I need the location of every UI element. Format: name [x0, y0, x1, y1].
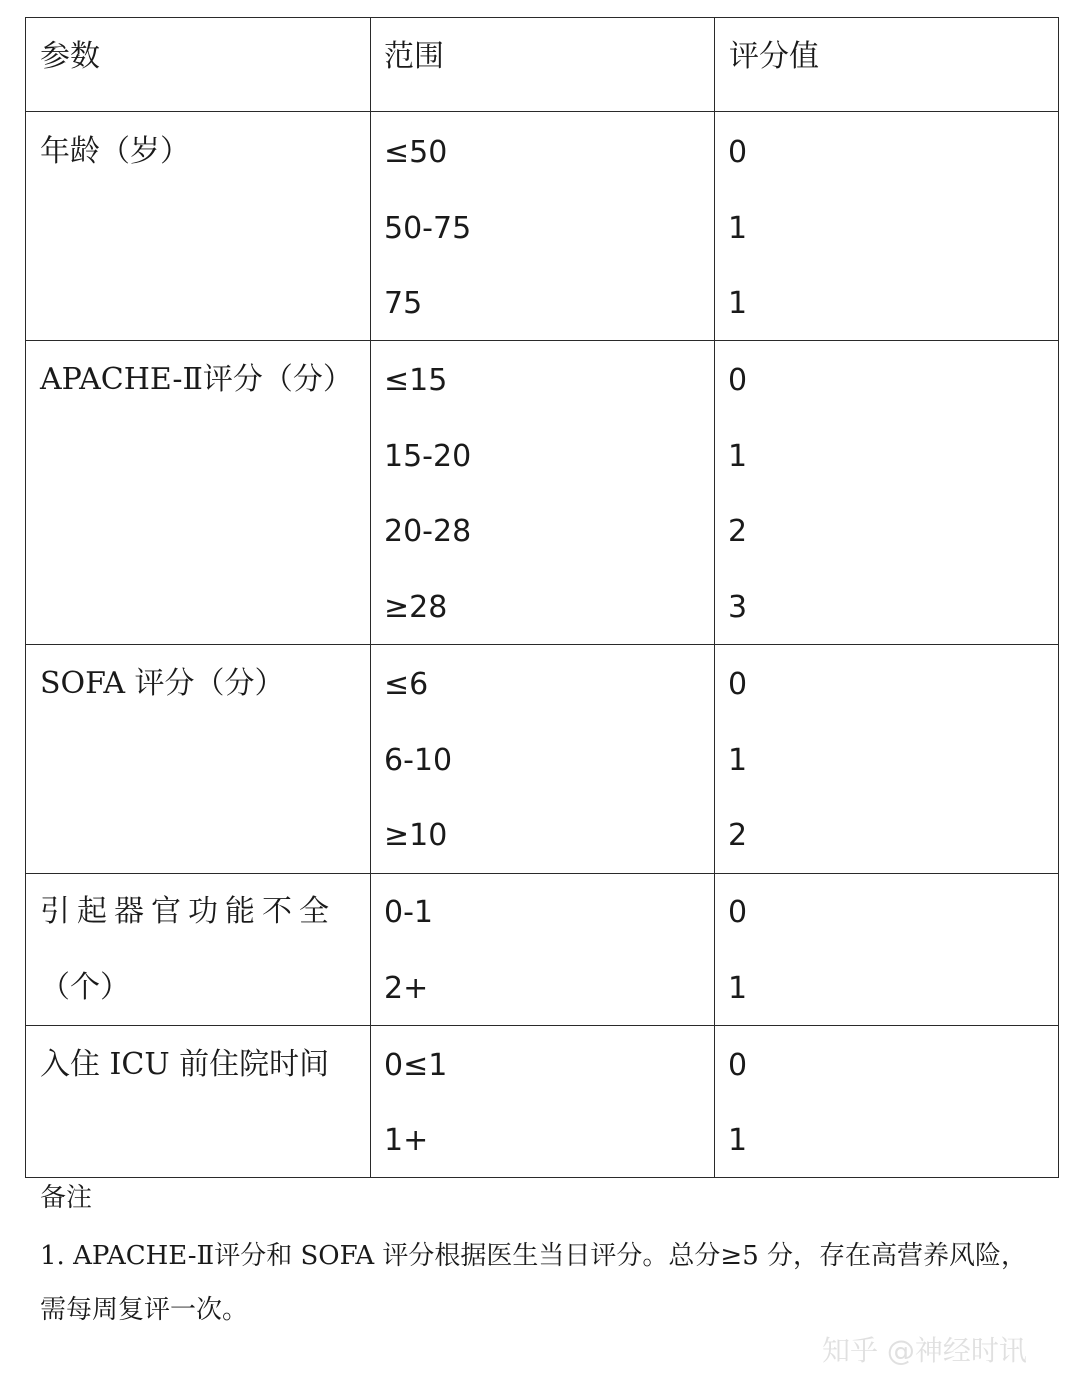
score-cell: 2: [728, 818, 748, 853]
parameter-organ-dysfunction: 引起器官功能不全: [40, 894, 336, 929]
header-score: 评分值: [729, 39, 819, 74]
row-divider: [26, 644, 1058, 645]
row-divider: [26, 1025, 1058, 1026]
parameter-age: 年龄（岁）: [40, 134, 190, 169]
range-cell: 0-1: [384, 895, 433, 930]
range-cell: 50-75: [384, 211, 472, 246]
range-cell: ≤15: [384, 363, 448, 398]
row-divider: [26, 873, 1058, 874]
score-cell: 0: [728, 667, 748, 702]
score-cell: 0: [728, 895, 748, 930]
score-cell: 1: [728, 971, 748, 1006]
row-divider: [26, 340, 1058, 341]
range-cell: 0≤1: [384, 1048, 448, 1083]
range-cell: 2+: [384, 971, 429, 1006]
range-cell: 75: [384, 286, 423, 321]
parameter-apache: APACHE-Ⅱ评分（分）: [40, 362, 353, 397]
score-cell: 0: [728, 1048, 748, 1083]
range-cell: 1+: [384, 1123, 429, 1158]
column-divider: [714, 18, 715, 1177]
score-cell: 0: [728, 363, 748, 398]
nutrition-risk-table: [25, 17, 1059, 1178]
range-cell: ≤50: [384, 135, 448, 170]
range-cell: 20-28: [384, 514, 472, 549]
score-cell: 1: [728, 439, 748, 474]
score-cell: 3: [728, 590, 748, 625]
parameter-sofa: SOFA 评分（分）: [40, 666, 285, 701]
header-range: 范围: [384, 39, 444, 74]
score-cell: 0: [728, 135, 748, 170]
row-divider: [26, 111, 1058, 112]
range-cell: ≤6: [384, 667, 429, 702]
header-parameter: 参数: [40, 39, 100, 74]
score-cell: 1: [728, 743, 748, 778]
range-cell: 6-10: [384, 743, 453, 778]
range-cell: ≥28: [384, 590, 448, 625]
score-cell: 1: [728, 286, 748, 321]
parameter-organ-dysfunction-unit: （个）: [40, 970, 130, 1005]
watermark: 知乎 @神经时讯: [822, 1334, 1027, 1367]
range-cell: 15-20: [384, 439, 472, 474]
notes-line-1: 1. APACHE-Ⅱ评分和 SOFA 评分根据医生当日评分。总分≥5 分，存在高营养风险，: [40, 1241, 1028, 1271]
parameter-hospital-stay: 入住 ICU 前住院时间: [40, 1047, 330, 1082]
score-cell: 1: [728, 1123, 748, 1158]
column-divider: [370, 18, 371, 1177]
range-cell: ≥10: [384, 818, 448, 853]
notes-line-2: 需每周复评一次。: [40, 1295, 249, 1325]
notes-title: 备注: [40, 1183, 93, 1213]
score-cell: 1: [728, 211, 748, 246]
score-cell: 2: [728, 514, 748, 549]
